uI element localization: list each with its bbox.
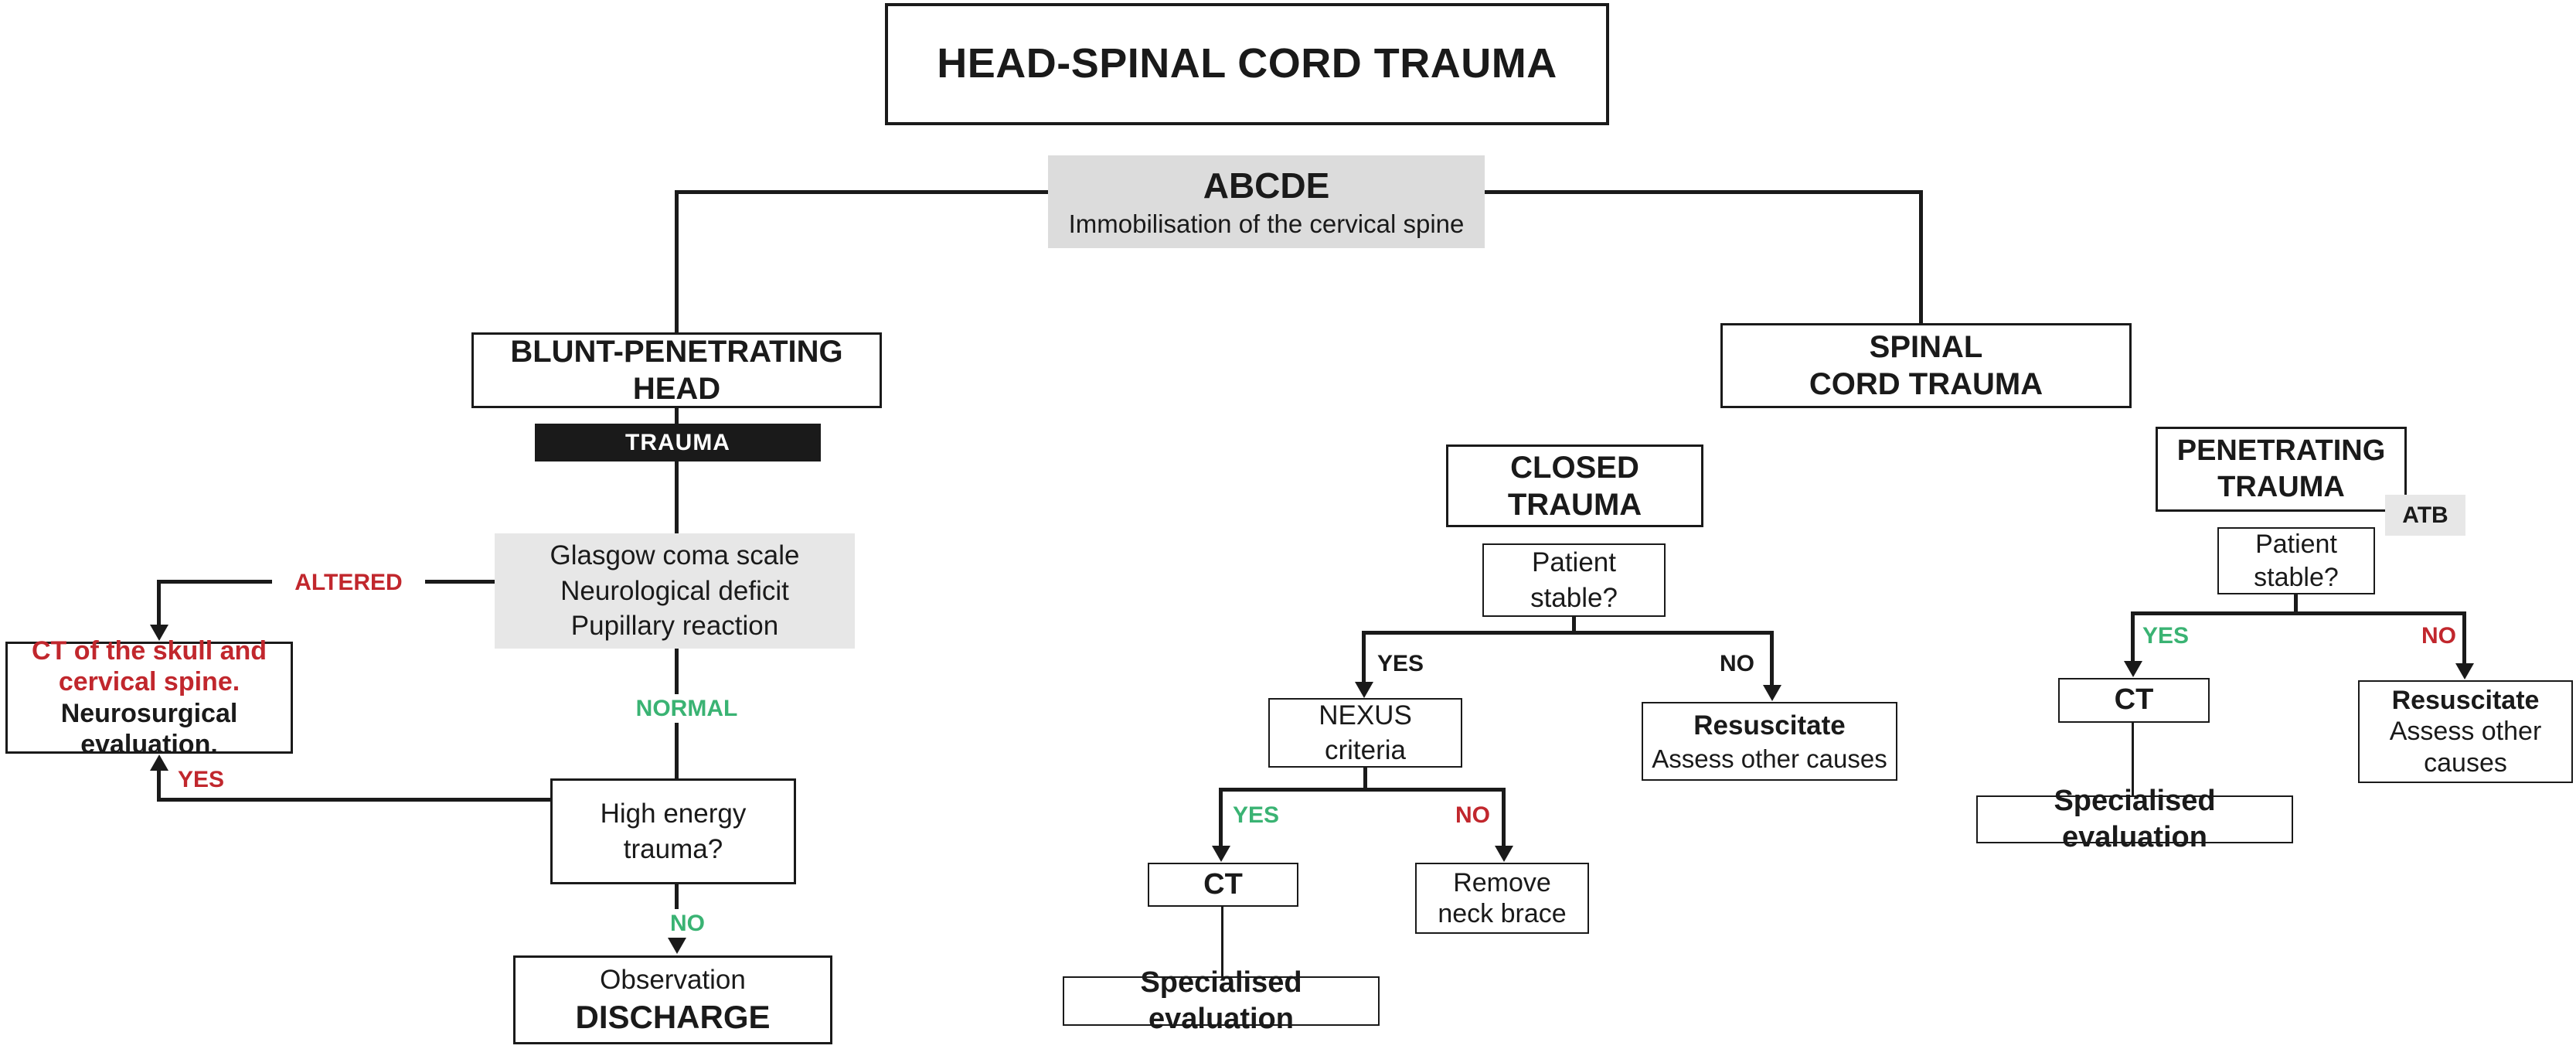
remove-brace-line1: Remove	[1453, 867, 1551, 897]
connector-closed-yes-vertical	[1362, 631, 1366, 683]
connector-nexus-yes-vertical	[1219, 788, 1223, 847]
connector-pen-no-vertical	[2462, 611, 2466, 665]
trauma-tag-label: TRAUMA	[625, 429, 730, 455]
patient-stable-pen-line1: Patient	[2255, 530, 2337, 559]
spinal-heading-line1: SPINAL	[1869, 330, 1983, 364]
resuscitate-pen-line1: Resuscitate	[2391, 686, 2540, 716]
abcde-box	[1048, 155, 1485, 248]
nexus-yes-label: YES	[1233, 802, 1280, 828]
abcde-subtitle: Immobilisation of the cervical spine	[1068, 209, 1465, 239]
ct-closed-box	[1148, 863, 1298, 907]
ct-skull-line1: CT of the skull and	[31, 636, 267, 666]
connector-pen-branch-horizontal	[2131, 611, 2466, 615]
observation-discharge-box	[513, 955, 832, 1044]
blunt-heading-line1: BLUNT-PENETRATING	[510, 335, 843, 369]
patient-stable-closed-line2: stable?	[1530, 582, 1618, 613]
ct-pen-label: CT	[2114, 683, 2154, 717]
closed-trauma-box	[1446, 444, 1703, 527]
nexus-no-label: NO	[1455, 802, 1490, 828]
atb-label: ATB	[2402, 502, 2448, 528]
observation-line1: Observation	[600, 964, 746, 995]
connector-to-blunt-head	[675, 190, 679, 332]
nexus-line2: criteria	[1324, 735, 1407, 765]
arrowhead-closed-no-to-resuscitate	[1763, 685, 1781, 701]
resuscitate-closed-box	[1642, 702, 1897, 781]
penetrating-heading-line2: TRAUMA	[2217, 471, 2345, 503]
connector-to-spinal	[1919, 190, 1923, 323]
connector-pen-yes-vertical	[2131, 611, 2135, 662]
connector-blunt-to-trauma	[675, 407, 679, 425]
assessment-line3: Pupillary reaction	[570, 611, 779, 642]
resuscitate-closed-line2: Assess other causes	[1652, 744, 1887, 774]
high-energy-yes-label: YES	[177, 767, 225, 792]
resuscitate-pen-line2: Assess other	[2389, 717, 2542, 747]
resuscitate-pen-box	[2358, 680, 2573, 783]
arrowhead-nexus-no-to-removebrace	[1495, 846, 1513, 862]
resuscitate-closed-line1: Resuscitate	[1693, 710, 1846, 741]
penetrating-trauma-box	[2156, 427, 2407, 512]
blunt-heading-line2: HEAD	[632, 372, 721, 406]
ct-skull-line4: evaluation.	[80, 729, 218, 759]
abcde-heading: ABCDE	[1203, 165, 1330, 206]
connector-trauma-to-glasgow	[675, 460, 679, 535]
pen-no-label: NO	[2421, 623, 2456, 649]
specialised-evaluation-pen-label: Specialised evaluation	[2054, 784, 2216, 853]
remove-brace-line2: neck brace	[1438, 899, 1567, 928]
pen-yes-label: YES	[2142, 623, 2190, 649]
high-energy-no-label: NO	[640, 909, 735, 938]
connector-closed-no-vertical	[1770, 631, 1774, 686]
specialised-evaluation-closed-box	[1063, 966, 1380, 1035]
spinal-cord-trauma-box	[1720, 323, 2132, 408]
closed-yes-label: YES	[1377, 651, 1424, 676]
assessment-line2: Neurological deficit	[560, 575, 789, 606]
page-title: HEAD-SPINAL CORD TRAUMA	[937, 40, 1557, 87]
penetrating-heading-line1: PENETRATING	[2176, 434, 2386, 467]
atb-box	[2385, 495, 2465, 536]
connector-yes-horizontal	[157, 798, 553, 802]
patient-stable-closed-box	[1482, 543, 1666, 617]
arrowhead-pen-no-to-resuscitate	[2455, 663, 2474, 679]
remove-neck-brace-box	[1415, 863, 1589, 934]
connector-patientstable-pen-stub	[2294, 593, 2298, 613]
connector-nexus-no-vertical	[1502, 788, 1506, 847]
specialised-evaluation-pen-box	[1976, 784, 2293, 853]
ct-skull-box	[5, 636, 293, 759]
connector-yes-vertical	[157, 770, 161, 801]
assessment-line1: Glasgow coma scale	[550, 540, 800, 571]
closed-no-label: NO	[1720, 651, 1754, 676]
connector-closed-branch-horizontal	[1362, 631, 1774, 635]
ct-skull-line2: cervical spine.	[58, 667, 240, 697]
trauma-tag-box	[535, 424, 821, 461]
arrowhead-pen-yes-to-ct	[2124, 661, 2142, 677]
blunt-penetrating-head-box	[471, 332, 882, 408]
connector-nexus-branch-horizontal	[1219, 788, 1506, 792]
high-energy-line1: High energy	[600, 799, 747, 829]
spinal-heading-line2: CORD TRAUMA	[1809, 367, 2043, 401]
high-energy-box	[550, 778, 796, 884]
arrowhead-no-to-observation	[668, 938, 686, 954]
arrowhead-nexus-yes-to-ct	[1212, 846, 1230, 862]
altered-label: ALTERED	[272, 568, 425, 597]
specialised-evaluation-closed-label: Specialised evaluation	[1140, 966, 1302, 1035]
normal-label: NORMAL	[612, 694, 761, 723]
neuro-assessment-box	[495, 533, 855, 649]
patient-stable-closed-line1: Patient	[1532, 547, 1616, 577]
title-box	[885, 3, 1609, 125]
patient-stable-pen-box	[2217, 527, 2375, 594]
ct-closed-label: CT	[1203, 867, 1243, 901]
patient-stable-pen-line2: stable?	[2254, 562, 2339, 592]
nexus-criteria-box	[1268, 698, 1462, 768]
ct-pen-box	[2058, 678, 2210, 723]
arrowhead-closed-yes-to-nexus	[1355, 682, 1373, 698]
high-energy-line2: trauma?	[623, 833, 723, 864]
ct-skull-line3: Neurosurgical	[60, 698, 238, 728]
connector-altered-vertical	[157, 580, 161, 626]
nexus-line1: NEXUS	[1319, 700, 1412, 731]
observation-line2: DISCHARGE	[575, 999, 771, 1035]
closed-heading-line1: CLOSED	[1510, 450, 1639, 485]
resuscitate-pen-line3: causes	[2424, 748, 2507, 778]
closed-heading-line2: TRAUMA	[1507, 487, 1642, 522]
